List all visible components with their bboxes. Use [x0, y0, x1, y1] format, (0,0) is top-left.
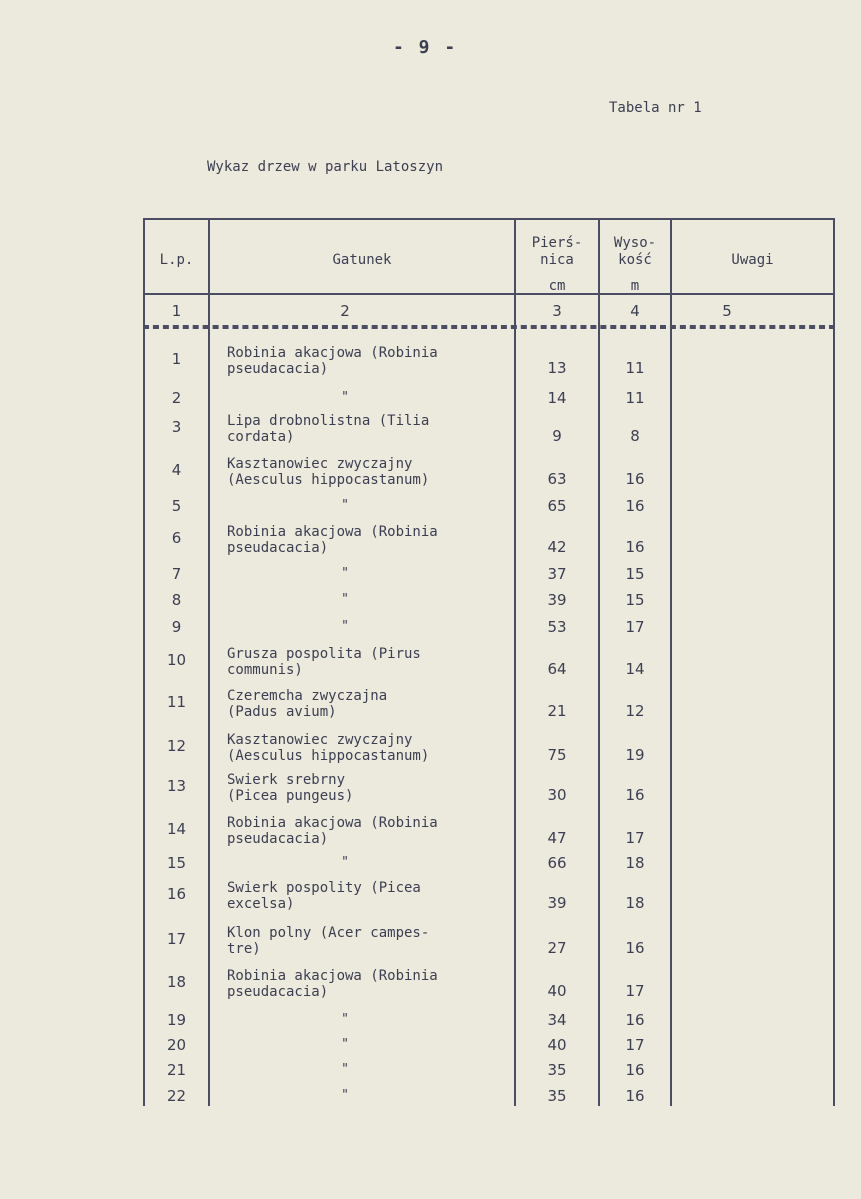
- row-lp: 22: [166, 1087, 187, 1105]
- row-species: Czeremcha zwyczajna (Padus avium): [227, 688, 388, 720]
- row-height: 17: [625, 982, 645, 1000]
- column-number-2: 2: [340, 302, 350, 320]
- row-lp: 11: [166, 693, 187, 711]
- row-species: Kasztanowiec zwyczajny (Aesculus hippocastanum): [227, 456, 430, 488]
- row-species: ": [341, 619, 349, 634]
- column-number-5: 5: [722, 302, 732, 320]
- header-height-unit: m: [630, 278, 640, 294]
- row-species: Kasztanowiec zwyczajny (Aesculus hippocastanum): [227, 732, 430, 764]
- row-species: ": [341, 1012, 349, 1027]
- header-girth-1: Pierś-: [531, 235, 583, 251]
- header-notes: Uwagi: [731, 252, 774, 268]
- row-girth: 63: [547, 470, 567, 488]
- row-lp: 2: [171, 389, 182, 407]
- row-species: Robinia akacjowa (Robinia pseudacacia): [227, 968, 438, 1000]
- row-girth: 30: [547, 786, 567, 804]
- row-species: ": [341, 390, 349, 405]
- row-girth: 53: [547, 618, 567, 636]
- row-girth: 35: [547, 1061, 567, 1079]
- row-species: Robinia akacjowa (Robinia pseudacacia): [227, 815, 438, 847]
- row-lp: 12: [166, 737, 187, 755]
- row-lp: 16: [166, 885, 187, 903]
- row-species: Swierk srebrny (Picea pungeus): [227, 772, 354, 804]
- row-species: ": [341, 1037, 349, 1052]
- row-lp: 17: [166, 930, 187, 948]
- row-girth: 64: [547, 660, 567, 678]
- row-girth: 47: [547, 829, 567, 847]
- header-lp: L.p.: [159, 252, 194, 268]
- row-species: ": [341, 855, 349, 870]
- row-height: 16: [625, 1061, 645, 1079]
- row-height: 18: [625, 854, 645, 872]
- header-height-1: Wyso-: [613, 235, 657, 251]
- row-height: 14: [625, 660, 645, 678]
- row-girth: 39: [547, 591, 567, 609]
- row-lp: 14: [166, 820, 187, 838]
- row-species: ": [341, 566, 349, 581]
- row-species: Robinia akacjowa (Robinia pseudacacia): [227, 345, 438, 377]
- row-lp: 9: [171, 618, 182, 636]
- row-lp: 8: [171, 591, 182, 609]
- row-height: 19: [625, 746, 645, 764]
- row-lp: 15: [166, 854, 187, 872]
- row-height: 15: [625, 565, 645, 583]
- row-species: ": [341, 1062, 349, 1077]
- row-girth: 21: [547, 702, 567, 720]
- row-lp: 21: [166, 1061, 187, 1079]
- row-lp: 6: [171, 529, 182, 547]
- row-girth: 66: [547, 854, 567, 872]
- row-height: 18: [625, 894, 645, 912]
- row-height: 16: [625, 1011, 645, 1029]
- document-title: Wykaz drzew w parku Latoszyn: [207, 159, 444, 175]
- row-height: 8: [630, 427, 640, 445]
- row-lp: 20: [166, 1036, 187, 1054]
- row-lp: 5: [171, 497, 182, 515]
- row-height: 17: [625, 829, 645, 847]
- row-height: 17: [625, 618, 645, 636]
- row-girth: 27: [547, 939, 567, 957]
- row-height: 16: [625, 939, 645, 957]
- row-girth: 40: [547, 982, 567, 1000]
- row-lp: 10: [166, 651, 187, 669]
- row-species: Lipa drobnolistna (Tilia cordata): [227, 413, 430, 445]
- column-number-4: 4: [630, 302, 640, 320]
- row-species: ": [341, 592, 349, 607]
- row-girth: 35: [547, 1087, 567, 1105]
- header-girth-unit: cm: [548, 278, 566, 294]
- header-girth-2: nica: [540, 252, 574, 268]
- row-lp: 18: [166, 973, 187, 991]
- row-height: 17: [625, 1036, 645, 1054]
- row-girth: 65: [547, 497, 567, 515]
- page-number: - 9 -: [393, 37, 458, 58]
- row-girth: 9: [552, 427, 562, 445]
- header-height-2: kość: [618, 252, 652, 268]
- row-girth: 13: [547, 359, 567, 377]
- row-lp: 13: [166, 777, 187, 795]
- row-height: 16: [625, 470, 645, 488]
- row-girth: 75: [547, 746, 567, 764]
- row-species: Klon polny (Acer campes- tre): [227, 925, 430, 957]
- row-height: 12: [625, 702, 645, 720]
- row-girth: 14: [547, 389, 567, 407]
- header-species: Gatunek: [332, 252, 392, 268]
- row-height: 16: [625, 1087, 645, 1105]
- row-height: 16: [625, 497, 645, 515]
- row-species: Swierk pospolity (Picea excelsa): [227, 880, 421, 912]
- row-species: Robinia akacjowa (Robinia pseudacacia): [227, 524, 438, 556]
- row-species: ": [341, 498, 349, 513]
- row-species: Grusza pospolita (Pirus communis): [227, 646, 421, 678]
- column-number-3: 3: [552, 302, 562, 320]
- row-height: 11: [625, 359, 645, 377]
- row-lp: 3: [171, 418, 182, 436]
- row-girth: 39: [547, 894, 567, 912]
- row-height: 16: [625, 786, 645, 804]
- row-girth: 42: [547, 538, 567, 556]
- row-height: 11: [625, 389, 645, 407]
- row-lp: 4: [171, 461, 182, 479]
- table-label: Tabela nr 1: [609, 100, 702, 116]
- row-lp: 1: [171, 350, 182, 368]
- row-girth: 34: [547, 1011, 567, 1029]
- row-girth: 40: [547, 1036, 567, 1054]
- row-lp: 19: [166, 1011, 187, 1029]
- row-species: ": [341, 1088, 349, 1103]
- row-girth: 37: [547, 565, 567, 583]
- column-number-1: 1: [171, 302, 182, 320]
- row-height: 15: [625, 591, 645, 609]
- row-lp: 7: [171, 565, 182, 583]
- row-height: 16: [625, 538, 645, 556]
